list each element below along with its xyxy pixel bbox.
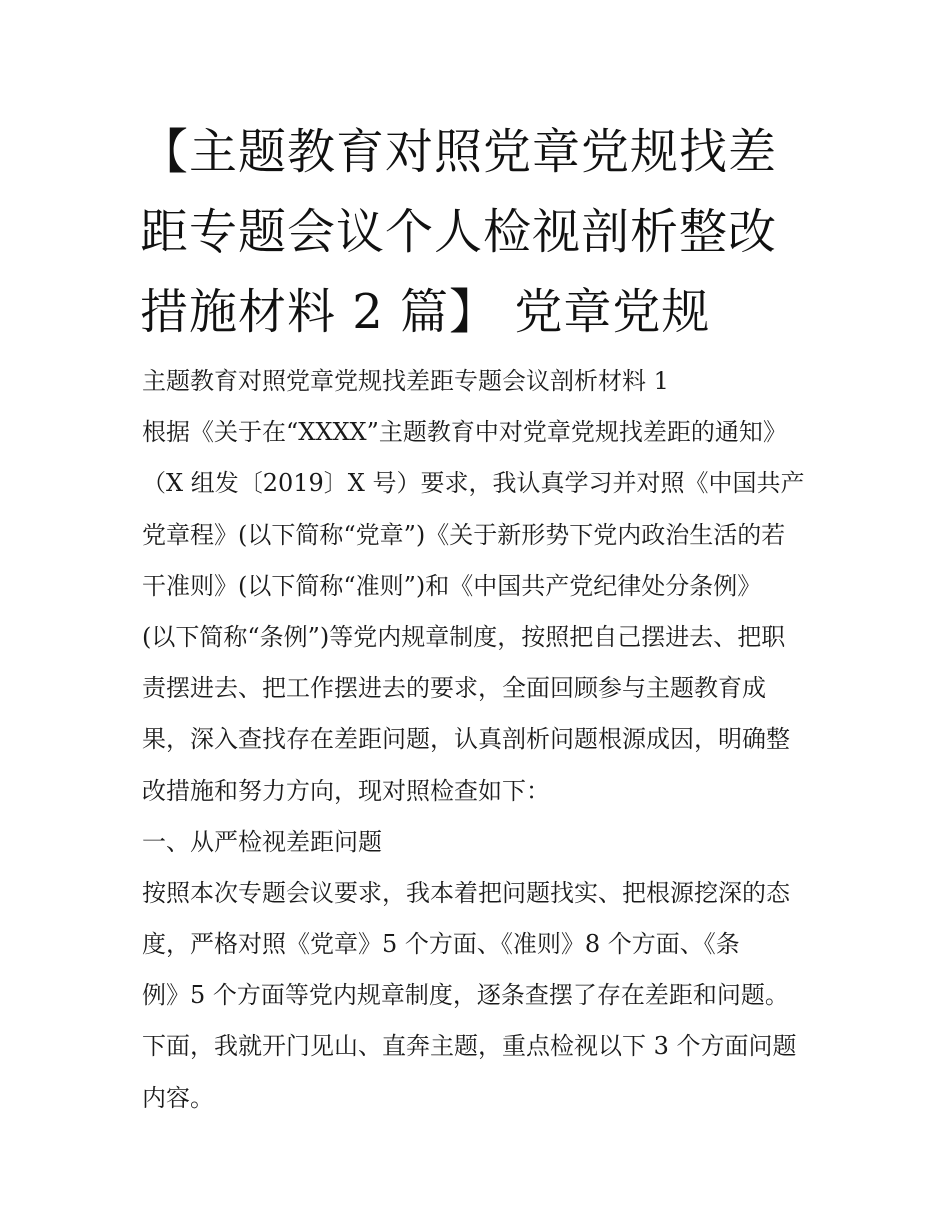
body-line: 党章程》(以下简称“党章”)《关于新形势下党内政治生活的若 <box>142 520 786 549</box>
body-line: 责摆进去、把工作摆进去的要求，全面回顾参与主题教育成 <box>142 674 766 703</box>
title-line-1: 【主题教育对照党章党规找差 <box>140 124 778 180</box>
subtitle-line: 主题教育对照党章党规找差距专题会议剖析材料 1 <box>142 367 669 395</box>
body-line: (以下简称“条例”)等党内规章制度，按照把自己摆进去、把职 <box>142 622 786 651</box>
title-line-2: 距专题会议个人检视剖析整改 <box>140 204 778 260</box>
body-line: 例》5 个方面等党内规章制度，逐条查摆了存在差距和问题。 <box>142 981 789 1010</box>
body-line: 改措施和努力方向，现对照检查如下： <box>142 776 550 805</box>
body-line: 根据《关于在“XXXX”主题教育中对党章党规找差距的通知》 <box>142 418 787 447</box>
document-body <box>142 356 822 1124</box>
body-line: 内容。 <box>142 1083 214 1112</box>
title-line-3: 措施材料 2 篇】 党章党规 <box>140 284 711 340</box>
body-line: （X 组发〔2019〕X 号）要求，我认真学习并对照《中国共产 <box>142 469 805 498</box>
body-line: 干准则》(以下简称“准则”)和《中国共产党纪律处分条例》 <box>142 571 762 600</box>
body-line: 度，严格对照《党章》5 个方面、《准则》8 个方面、《条 <box>142 930 740 959</box>
body-line: 按照本次专题会议要求，我本着把问题找实、把根源挖深的态 <box>142 878 790 907</box>
section-heading: 一、从严检视差距问题 <box>142 827 382 856</box>
document-title <box>140 112 840 352</box>
body-line: 果，深入查找存在差距问题，认真剖析问题根源成因，明确整 <box>142 725 790 754</box>
body-line: 下面，我就开门见山、直奔主题，重点检视以下 3 个方面问题 <box>142 1032 797 1061</box>
